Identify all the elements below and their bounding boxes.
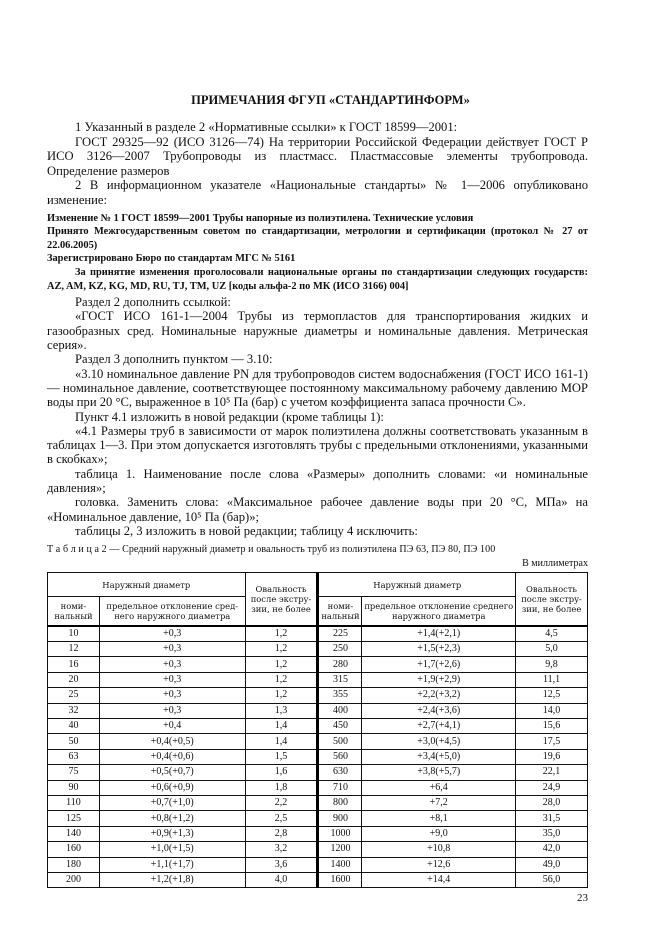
page-number: 23: [577, 892, 588, 905]
table-cell: 15,6: [516, 719, 588, 734]
table-cell: 20: [48, 672, 100, 687]
table-cell: +1,9(+2,9): [362, 672, 516, 687]
table-cell: 3,6: [245, 857, 318, 872]
table-cell: 17,5: [516, 734, 588, 749]
table-cell: 4,5: [516, 626, 588, 642]
header-outer-diameter: Наружный диаметр: [318, 573, 516, 597]
table-cell: 25: [48, 688, 100, 703]
table-cell: 2,5: [245, 811, 318, 826]
table-cell: 2,2: [245, 795, 318, 810]
table-row: [48, 657, 588, 672]
table-cell: +0,9(+1,3): [99, 826, 245, 841]
table-cell: 31,5: [516, 811, 588, 826]
table-unit: В миллиметрах: [522, 558, 588, 570]
table-cell: 110: [48, 795, 100, 810]
table-cell: +0,7(+1,0): [99, 795, 245, 810]
table-cell: 10: [48, 626, 100, 642]
table-row: [48, 688, 588, 703]
table-cell: 1,4: [245, 734, 318, 749]
table-cell: +2,4(+3,6): [362, 703, 516, 718]
table-row: [48, 765, 588, 780]
header-nominal: номинальный: [318, 597, 362, 626]
paragraph: 1 Указанный в разделе 2 «Нормативные ссылки» к ГОСТ 18599—2001:: [75, 120, 458, 134]
header-deviation: предельное отклонение среднего наружного диаметра: [362, 597, 516, 626]
table-cell: 19,6: [516, 749, 588, 764]
paragraph: «4.1 Размеры труб в зависимости от марок полиэтилена должны соответствовать указанным в таблицах 1—3. При этом допускается изготовлять трубы с предельными отклонениями, указанными в скобках»;: [47, 423, 588, 467]
table-cell: 355: [318, 688, 362, 703]
table-cell: 1,2: [245, 688, 318, 703]
table-cell: 5,0: [516, 642, 588, 657]
table-cell: +3,4(+5,0): [362, 749, 516, 764]
table-cell: 9,8: [516, 657, 588, 672]
table-cell: 1200: [318, 842, 362, 857]
table-cell: 280: [318, 657, 362, 672]
table-cell: 315: [318, 672, 362, 687]
table-cell: 24,9: [516, 780, 588, 795]
table-cell: 49,0: [516, 857, 588, 872]
table-cell: +1,7(+2,6): [362, 657, 516, 672]
table-cell: +0,4: [99, 719, 245, 734]
table-cell: 160: [48, 842, 100, 857]
amendment-title: Изменение № 1 ГОСТ 18599—2001 Трубы напорные из полиэтилена. Технические условия: [47, 212, 474, 224]
paragraph: ГОСТ 29325—92 (ИСО 3126—74) На территории Российской Федерации действует ГОСТ Р ИСО 3126—2007 Трубопроводы из пластмасс. Пластмассовые элементы трубопровода. Определение размеров: [47, 134, 588, 178]
table-cell: +9,0: [362, 826, 516, 841]
table-cell: 1,3: [245, 703, 318, 718]
table-cell: +3,8(+5,7): [362, 765, 516, 780]
table-cell: 180: [48, 857, 100, 872]
table-cell: +2,7(+4,1): [362, 719, 516, 734]
table-cell: 1000: [318, 826, 362, 841]
table-cell: 63: [48, 749, 100, 764]
table-cell: 42,0: [516, 842, 588, 857]
table-cell: 11,1: [516, 672, 588, 687]
table-cell: 32: [48, 703, 100, 718]
table-cell: 1,6: [245, 765, 318, 780]
table-row: [48, 872, 588, 887]
table-cell: 1,2: [245, 657, 318, 672]
table-cell: 400: [318, 703, 362, 718]
table-cell: +0,4(+0,6): [99, 749, 245, 764]
table-cell: +10,8: [362, 842, 516, 857]
table-cell: +1,5(+2,3): [362, 642, 516, 657]
diameter-table: [47, 572, 588, 888]
table-row: [48, 795, 588, 810]
table-cell: +0,3: [99, 626, 245, 642]
table-row: [48, 734, 588, 749]
table-cell: 12: [48, 642, 100, 657]
paragraph: таблица 1. Наименование после слова «Размеры» дополнить словами: «и номинальные давления»;: [47, 466, 588, 495]
table-row: [48, 842, 588, 857]
table-cell: 1,2: [245, 626, 318, 642]
table-cell: +3,0(+4,5): [362, 734, 516, 749]
table-row: [48, 642, 588, 657]
table-cell: 140: [48, 826, 100, 841]
table-cell: +1,2(+1,8): [99, 872, 245, 887]
paragraph: «3.10 номинальное давление PN для трубопроводов систем водоснабжения (ГОСТ ИСО 161-1) — номинальное давление, соответствующее постоянному максимальному рабочему давлению МОР воды при 20 °С, выраженное в 10⁵ Па (бар) с учетом коэффициента запаса прочности С».: [47, 366, 588, 410]
table-cell: +1,4(+2,1): [362, 626, 516, 642]
table-cell: 90: [48, 780, 100, 795]
table-row: [48, 857, 588, 872]
table-row: [48, 626, 588, 642]
table-cell: 50: [48, 734, 100, 749]
table-cell: 1,2: [245, 672, 318, 687]
page-title: ПРИМЕЧАНИЯ ФГУП «СТАНДАРТИНФОРМ»: [191, 93, 470, 107]
table-cell: 56,0: [516, 872, 588, 887]
paragraph: головка. Заменить слова: «Максимальное рабочее давление воды при 20 °С, МПа» на «Номинальное давление, 10⁵ Па (бар)»;: [47, 495, 588, 524]
table-cell: 225: [318, 626, 362, 642]
table-cell: 4,0: [245, 872, 318, 887]
table-cell: 200: [48, 872, 100, 887]
table-cell: +1,1(+1,7): [99, 857, 245, 872]
table-cell: +0,5(+0,7): [99, 765, 245, 780]
table-cell: +0,8(+1,2): [99, 811, 245, 826]
notes-intro: [47, 120, 588, 208]
table-cell: 125: [48, 811, 100, 826]
paragraph: «ГОСТ ИСО 161-1—2004 Трубы из термопластов для транспортирования жидких и газообразных сред. Номинальные наружные диаметры и номинальные давления. Метрическая серия».: [47, 309, 588, 353]
table-cell: 1,2: [245, 642, 318, 657]
amendment-registered: Зарегистрировано Бюро по стандартам МГС № 5161: [47, 253, 296, 265]
table-cell: +0,3: [99, 703, 245, 718]
table-row: [48, 749, 588, 764]
table-cell: 35,0: [516, 826, 588, 841]
table-cell: 2,8: [245, 826, 318, 841]
table-cell: 1,8: [245, 780, 318, 795]
paragraph: таблицы 2, 3 изложить в новой редакции; таблицу 4 исключить:: [75, 523, 418, 538]
table-cell: +0,3: [99, 657, 245, 672]
table-cell: 12,5: [516, 688, 588, 703]
table-cell: 500: [318, 734, 362, 749]
table-cell: +0,3: [99, 688, 245, 703]
paragraph: Раздел 3 дополнить пунктом — 3.10:: [75, 352, 273, 367]
header-nominal: номинальный: [48, 597, 100, 626]
table-row: [48, 811, 588, 826]
table-cell: +8,1: [362, 811, 516, 826]
header-ovality: Овальность после экструзии, не более: [516, 573, 588, 626]
table-cell: 1400: [318, 857, 362, 872]
table-cell: +0,4(+0,5): [99, 734, 245, 749]
table-cell: 1,5: [245, 749, 318, 764]
table-cell: 40: [48, 719, 100, 734]
table-cell: 22,1: [516, 765, 588, 780]
table-cell: 450: [318, 719, 362, 734]
table-cell: +0,3: [99, 672, 245, 687]
amendment-info: [47, 212, 588, 294]
table-cell: 28,0: [516, 795, 588, 810]
table-cell: 14,0: [516, 703, 588, 718]
table-cell: +6,4: [362, 780, 516, 795]
header-outer-diameter: Наружный диаметр: [48, 573, 246, 597]
paragraph: Пункт 4.1 изложить в новой редакции (кроме таблицы 1):: [75, 409, 384, 424]
table-cell: 1600: [318, 872, 362, 887]
table-cell: 560: [318, 749, 362, 764]
amendment-voted: За принятие изменения проголосовали национальные органы по стандартизации следующих государств: AZ, AM, KZ, KG, MD, RU, TJ, TM, UZ [коды альфа-2 по МК (ИСО 3166) 004]: [47, 266, 588, 292]
table-cell: 800: [318, 795, 362, 810]
header-ovality: Овальность после экструзии, не более: [245, 573, 318, 626]
table-cell: 3,2: [245, 842, 318, 857]
amendment-adopted: Принято Межгосударственным советом по стандартизации, метрологии и сертификации (протокол № 27 от 22.06.2005): [47, 226, 588, 251]
table-cell: +1,0(+1,5): [99, 842, 245, 857]
table-cell: 16: [48, 657, 100, 672]
table-cell: 630: [318, 765, 362, 780]
table-row: [48, 672, 588, 687]
table-cell: +14,4: [362, 872, 516, 887]
table-cell: +12,6: [362, 857, 516, 872]
table-cell: 250: [318, 642, 362, 657]
table-cell: 75: [48, 765, 100, 780]
table-cell: 1,4: [245, 719, 318, 734]
table-cell: 900: [318, 811, 362, 826]
table-cell: +7,2: [362, 795, 516, 810]
table-row: [48, 826, 588, 841]
paragraph: Раздел 2 дополнить ссылкой:: [75, 295, 231, 310]
paragraph: 2 В информационном указателе «Национальные стандарты» № 1—2006 опубликовано изменение:: [47, 178, 588, 207]
table-cell: +2,2(+3,2): [362, 688, 516, 703]
table-row: [48, 780, 588, 795]
table-cell: +0,6(+0,9): [99, 780, 245, 795]
amendment-body: [47, 295, 588, 538]
table-caption: Т а б л и ц а 2 — Средний наружный диаметр и овальность труб из полиэтилена ПЭ 63, ПЭ 80, ПЭ 100: [47, 544, 496, 556]
table-cell: +0,3: [99, 642, 245, 657]
header-deviation: предельное отклонение среднего наружного диаметра: [99, 597, 245, 626]
table-row: [48, 719, 588, 734]
table-row: [48, 703, 588, 718]
table-cell: 710: [318, 780, 362, 795]
